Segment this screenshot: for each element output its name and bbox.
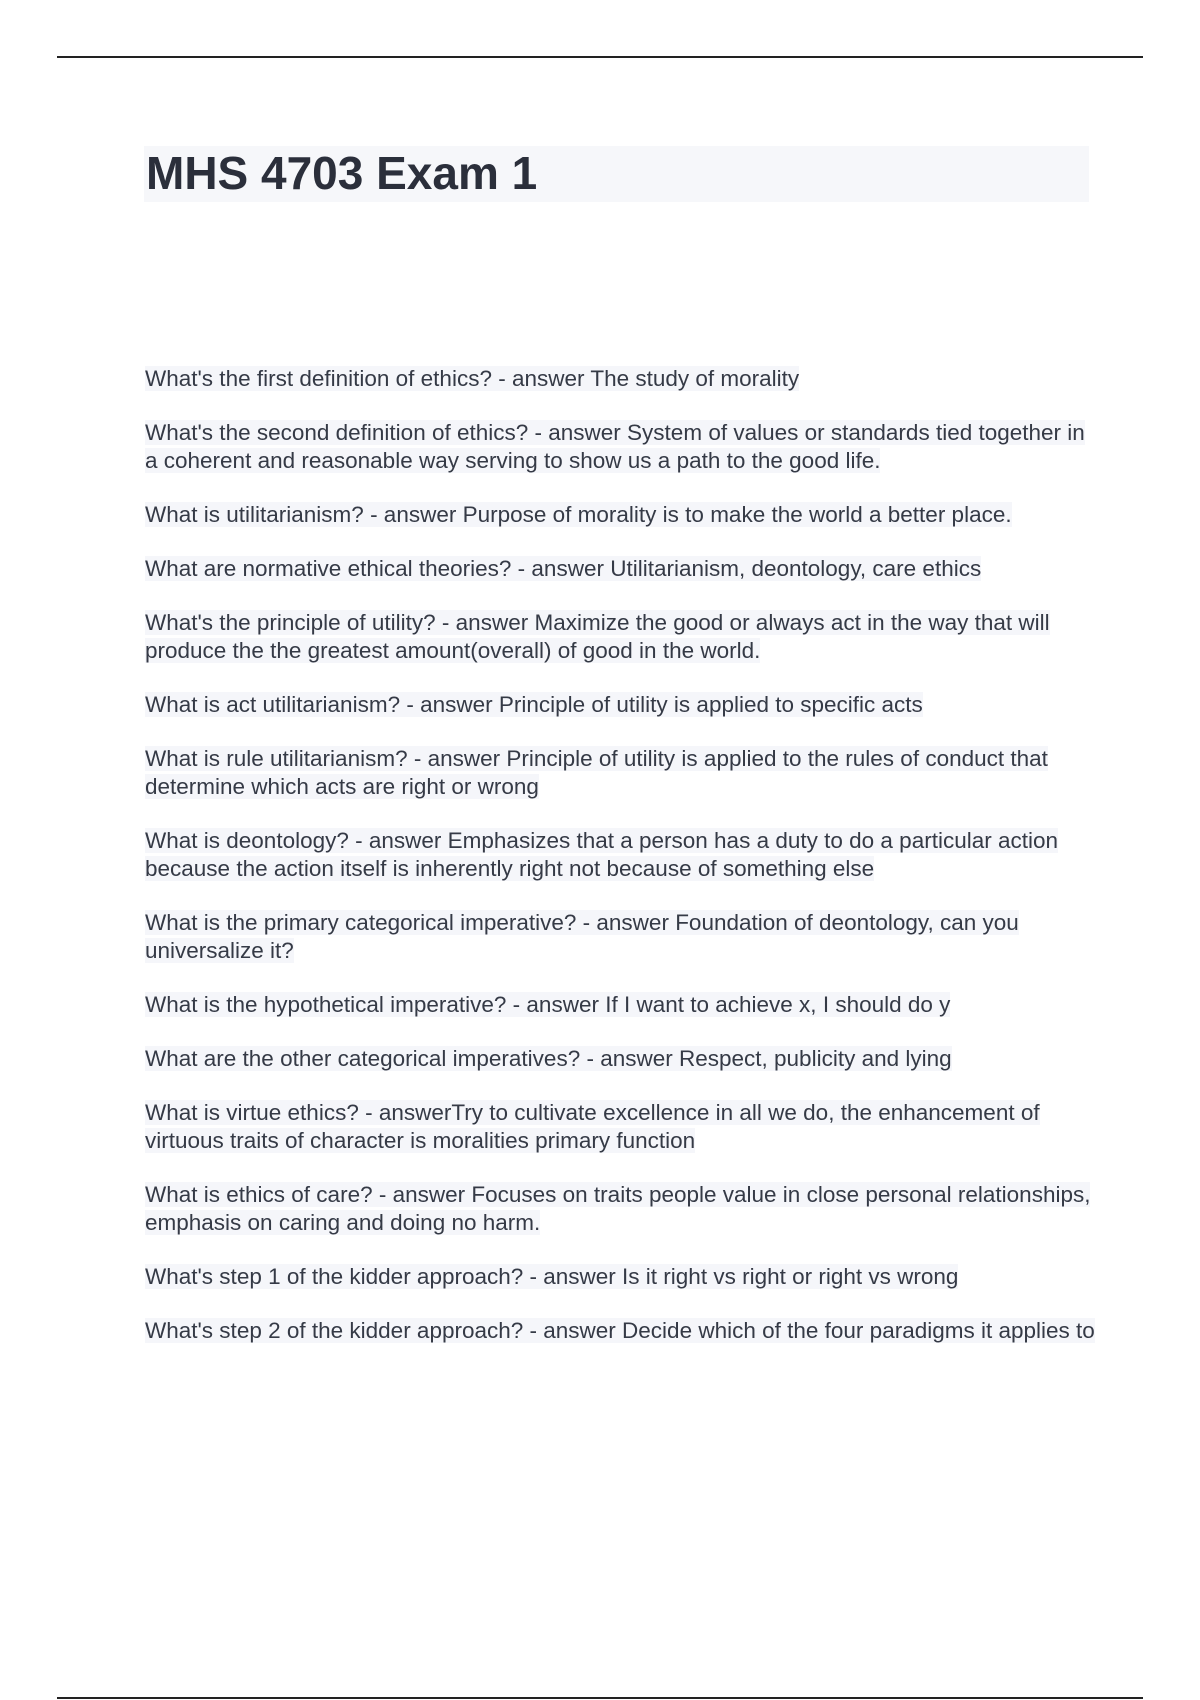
qa-item	[145, 691, 1095, 719]
top-divider	[57, 56, 1143, 58]
qa-item	[145, 1317, 1095, 1345]
qa-item	[145, 609, 1095, 665]
qa-text: What's the principle of utility? - answer Maximize the good or always act in the way that will produce the the greatest amount(overall) of good in the world.	[145, 610, 1050, 663]
qa-text: What's the first definition of ethics? - answer The study of morality	[145, 366, 800, 391]
qa-text: What is virtue ethics? - answerTry to cultivate excellence in all we do, the enhancement of virtuous traits of character is moralities primary function	[145, 1100, 1040, 1153]
qa-text: What is the hypothetical imperative? - answer If I want to achieve x, I should do y	[145, 992, 951, 1017]
bottom-divider	[57, 1697, 1143, 1699]
qa-item	[145, 991, 1095, 1019]
qa-text: What's step 2 of the kidder approach? - answer Decide which of the four paradigms it applies to	[145, 1318, 1095, 1343]
qa-text: What is utilitarianism? - answer Purpose of morality is to make the world a better place.	[145, 502, 1012, 527]
qa-text: What is ethics of care? - answer Focuses on traits people value in close personal relationships, emphasis on caring and doing no harm.	[145, 1182, 1091, 1235]
qa-text: What is the primary categorical imperative? - answer Foundation of deontology, can you universalize it?	[145, 910, 1019, 963]
qa-item	[145, 909, 1095, 965]
qa-text: What's step 1 of the kidder approach? - answer Is it right vs right or right vs wrong	[145, 1264, 959, 1289]
qa-item	[145, 1099, 1095, 1155]
qa-item	[145, 745, 1095, 801]
qa-text: What is deontology? - answer Emphasizes that a person has a duty to do a particular action because the action itself is inherently right not because of something else	[145, 828, 1059, 881]
qa-item	[145, 827, 1095, 883]
qa-list	[145, 365, 1095, 1371]
qa-item	[145, 501, 1095, 529]
qa-text: What is act utilitarianism? - answer Principle of utility is applied to specific acts	[145, 692, 923, 717]
qa-item	[145, 555, 1095, 583]
qa-item	[145, 1045, 1095, 1073]
qa-item	[145, 419, 1095, 475]
qa-text: What are normative ethical theories? - answer Utilitarianism, deontology, care ethics	[145, 556, 982, 581]
qa-item	[145, 1263, 1095, 1291]
qa-text: What are the other categorical imperatives? - answer Respect, publicity and lying	[145, 1046, 952, 1071]
qa-item	[145, 365, 1095, 393]
qa-text: What is rule utilitarianism? - answer Principle of utility is applied to the rules of conduct that determine which acts are right or wrong	[145, 746, 1048, 799]
qa-item	[145, 1181, 1095, 1237]
qa-text: What's the second definition of ethics? - answer System of values or standards tied together in a coherent and reasonable way serving to show us a path to the good life.	[145, 420, 1085, 473]
page-title: MHS 4703 Exam 1	[146, 147, 538, 199]
